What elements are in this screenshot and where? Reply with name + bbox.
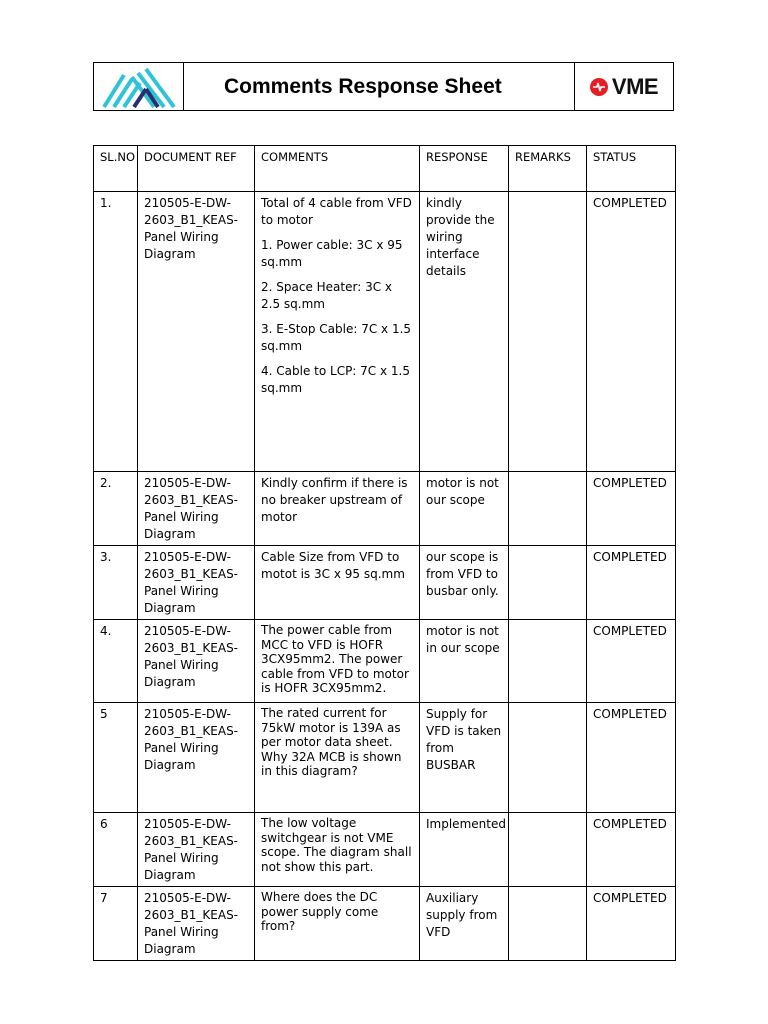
cell-comments: The power cable from MCC to VFD is HOFR 3CX95mm2. The power cable from VFD to motor is HOFR 3CX95mm2. (255, 620, 420, 703)
comments-table (93, 145, 676, 961)
table-row (94, 703, 676, 813)
comment-line: Total of 4 cable from VFD to motor (261, 196, 412, 227)
cell-remarks (509, 472, 587, 546)
cell-status: COMPLETED (587, 703, 676, 813)
comment-line: 1. Power cable: 3C x 95 sq.mm (261, 238, 403, 269)
cell-sl: 6 (94, 813, 138, 887)
cell-response: motor is not in our scope (420, 620, 509, 703)
brand-logo (574, 63, 673, 110)
cell-sl: 3. (94, 546, 138, 620)
cell-doc-ref: 210505-E-DW-2603_B1_KEAS-Panel Wiring Diagram (138, 192, 255, 472)
cell-sl: 5 (94, 703, 138, 813)
cell-sl: 1. (94, 192, 138, 472)
cell-remarks (509, 192, 587, 472)
table-row (94, 887, 676, 961)
cell-sl: 7 (94, 887, 138, 961)
cell-status: COMPLETED (587, 472, 676, 546)
page-title: Comments Response Sheet (224, 74, 502, 98)
column-header-sl: SL.NO (94, 146, 138, 192)
cell-sl: 2. (94, 472, 138, 546)
comment-line: 4. Cable to LCP: 7C x 1.5 sq.mm (261, 364, 410, 395)
comment-line: 2. Space Heater: 3C x 2.5 sq.mm (261, 280, 393, 311)
cell-doc-ref: 210505-E-DW-2603_B1_KEAS-Panel Wiring Diagram (138, 703, 255, 813)
cell-status: COMPLETED (587, 813, 676, 887)
cell-comments: Where does the DC power supply come from? (255, 887, 420, 961)
cell-comments: The rated current for 75kW motor is 139A as per motor data sheet. Why 32A MCB is shown in this diagram? (255, 703, 420, 813)
triangle-logo-icon (102, 65, 176, 109)
cell-doc-ref: 210505-E-DW-2603_B1_KEAS-Panel Wiring Diagram (138, 813, 255, 887)
cell-remarks (509, 703, 587, 813)
cell-comments: Cable Size from VFD to motot is 3C x 95 sq.mm (255, 546, 420, 620)
cell-doc-ref: 210505-E-DW-2603_B1_KEAS-Panel Wiring Diagram (138, 887, 255, 961)
comment-line: 3. E-Stop Cable: 7C x 1.5 sq.mm (261, 322, 412, 353)
cell-remarks (509, 620, 587, 703)
brand-name: VME (611, 73, 659, 99)
cell-response: Implemented (420, 813, 509, 887)
company-logo-left (94, 63, 184, 110)
cell-comments: The low voltage switchgear is not VME scope. The diagram shall not show this part. (255, 813, 420, 887)
cell-doc-ref: 210505-E-DW-2603_B1_KEAS-Panel Wiring Diagram (138, 472, 255, 546)
cell-response: our scope is from VFD to busbar only. (420, 546, 509, 620)
cell-status: COMPLETED (587, 620, 676, 703)
table-row (94, 472, 676, 546)
table-row (94, 813, 676, 887)
cell-status: COMPLETED (587, 546, 676, 620)
cell-comments (255, 192, 420, 472)
column-header-doc-ref: DOCUMENT REF (138, 146, 255, 192)
column-header-comments: COMMENTS (255, 146, 420, 192)
cell-remarks (509, 546, 587, 620)
cell-doc-ref: 210505-E-DW-2603_B1_KEAS-Panel Wiring Diagram (138, 546, 255, 620)
column-header-response: RESPONSE (420, 146, 509, 192)
cell-response: motor is not our scope (420, 472, 509, 546)
cell-comments: Kindly confirm if there is no breaker upstream of motor (255, 472, 420, 546)
table-row (94, 192, 676, 472)
table-row (94, 620, 676, 703)
cell-status: COMPLETED (587, 887, 676, 961)
table-header-row (94, 146, 676, 192)
cell-remarks (509, 813, 587, 887)
column-header-status: STATUS (587, 146, 676, 192)
cell-status: COMPLETED (587, 192, 676, 472)
cell-remarks (509, 887, 587, 961)
column-header-remarks: REMARKS (509, 146, 587, 192)
cell-response: kindly provide the wiring interface details (420, 192, 509, 472)
cell-response: Auxiliary supply from VFD (420, 887, 509, 961)
cell-doc-ref: 210505-E-DW-2603_B1_KEAS-Panel Wiring Diagram (138, 620, 255, 703)
brand-mark-icon (590, 78, 608, 96)
document-header (93, 62, 674, 111)
table-row (94, 546, 676, 620)
cell-response: Supply for VFD is taken from BUSBAR (420, 703, 509, 813)
cell-sl: 4. (94, 620, 138, 703)
